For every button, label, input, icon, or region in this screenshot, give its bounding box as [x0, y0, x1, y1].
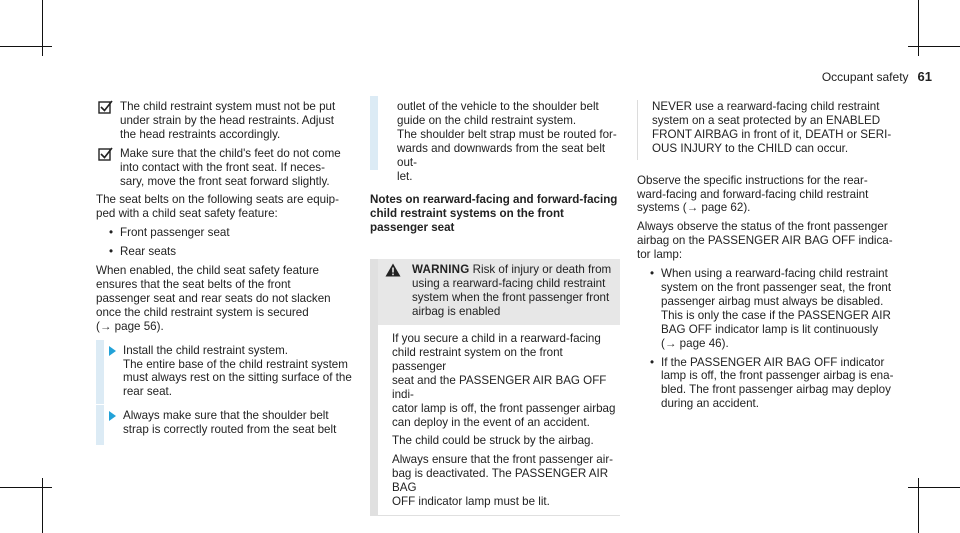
step-bar — [96, 340, 104, 404]
warning-triangle-icon — [385, 263, 401, 277]
text-line: ped with a child seat safety feature: — [96, 207, 278, 221]
page-number: 61 — [917, 69, 932, 84]
text-line: into contact with the front seat. If neces- — [120, 160, 325, 174]
checkbox-check-icon — [98, 100, 113, 115]
paragraph: Always ensure that the front passenger air- bag is deactivated. The PASSENGER AIR BAG OFF indicator lamp must be lit. — [392, 453, 614, 509]
crop-mark — [42, 0, 43, 56]
column-middle — [370, 100, 620, 516]
paragraph: Always observe the status of the front passenger airbag on the PASSENGER AIR BAG OFF indica- tor lamp: — [637, 220, 893, 262]
bullet-icon: • — [109, 226, 114, 240]
section-title: Occupant safety — [821, 70, 909, 84]
page-header — [822, 70, 932, 85]
text-line: The seat belts on the following seats are equip- — [96, 193, 339, 207]
instruction-step: Install the child restraint system. The entire base of the child restraint system must always rest on the sitting surface of the rear seat. — [96, 344, 368, 400]
list-item: • Front passenger seat — [109, 226, 230, 240]
text-line: the head restraints accordingly. — [120, 127, 281, 141]
text-line: Make sure that the child's feet do not come — [120, 146, 341, 160]
paragraph: Observe the specific instructions for the rear- ward-facing and forward-facing child restraint systems (→ page 62). — [637, 173, 869, 215]
step-bar — [370, 96, 378, 170]
list-item: • If the PASSENGER AIR BAG OFF indicator lamp is off, the front passenger airbag is ena- bled. The front passenger airbag may deploy during an accident. — [650, 355, 894, 411]
step-arrow-icon — [109, 346, 116, 356]
crop-mark — [908, 487, 960, 488]
paragraph — [96, 193, 368, 221]
paragraph: The child could be struck by the airbag. — [392, 434, 594, 448]
column-left — [96, 100, 368, 447]
checklist-item — [96, 100, 368, 142]
warning-header: WARNING Risk of injury or death from using a rearward-facing child restraint system when the front passenger front airbag is enabled — [378, 259, 620, 325]
list-item: • When using a rearward-facing child restraint system on the front passenger seat, the front passenger airbag must always be disabled. This is only the case if the PASSENGER AIR BAG OFF indicator lamp is lit continuously (→ page 46). — [650, 267, 892, 350]
paragraph: If you secure a child in a rearward-facing child restraint system on the front passenger seat and the PASSENGER AIR BAG OFF indi- cator lamp is off, the front passenger airbag can deploy in the event of an accident. — [392, 332, 616, 429]
step-bar — [96, 405, 104, 445]
crop-mark — [918, 478, 919, 533]
text-line: The child restraint system must not be put — [120, 100, 336, 113]
crop-mark — [908, 46, 960, 47]
bullet-icon: • — [109, 245, 114, 259]
notice-box: NEVER use a rearward-facing child restraint system on a seat protected by an ENABLED FRONT AIRBAG in front of it, DEATH or SERI- OUS INJURY to the CHILD can occur. — [637, 100, 899, 160]
paragraph: When enabled, the child seat safety feature ensures that the seat belts of the front passenger seat and rear seats do not slacken once the child restraint system is secured (→ page 56). — [96, 264, 331, 333]
checklist-item — [96, 147, 368, 189]
column-right — [637, 100, 899, 416]
section-heading: Notes on rearward-facing and forward-facing child restraint systems on the front passenger seat — [370, 193, 618, 235]
warning-box — [370, 259, 620, 516]
text-line: sary, move the front seat forward slightly. — [120, 174, 330, 188]
checkbox-check-icon — [98, 147, 113, 162]
crop-mark — [918, 0, 919, 56]
crop-mark — [42, 478, 43, 533]
list-item: • Rear seats — [109, 245, 177, 259]
instruction-step-continued: outlet of the vehicle to the shoulder belt guide on the child restraint system. The shoulder belt strap must be routed for- wards and downwards from the seat belt out- let. — [370, 100, 620, 183]
bullet-icon: • — [650, 355, 655, 369]
bullet-icon: • — [650, 267, 655, 281]
instruction-step: Always make sure that the shoulder belt strap is correctly routed from the seat belt — [96, 409, 368, 437]
crop-mark — [0, 487, 52, 488]
text-line: under strain by the head restraints. Adjust — [120, 113, 334, 127]
crop-mark — [0, 46, 52, 47]
warning-label: WARNING — [412, 263, 470, 277]
step-arrow-icon — [109, 411, 116, 421]
